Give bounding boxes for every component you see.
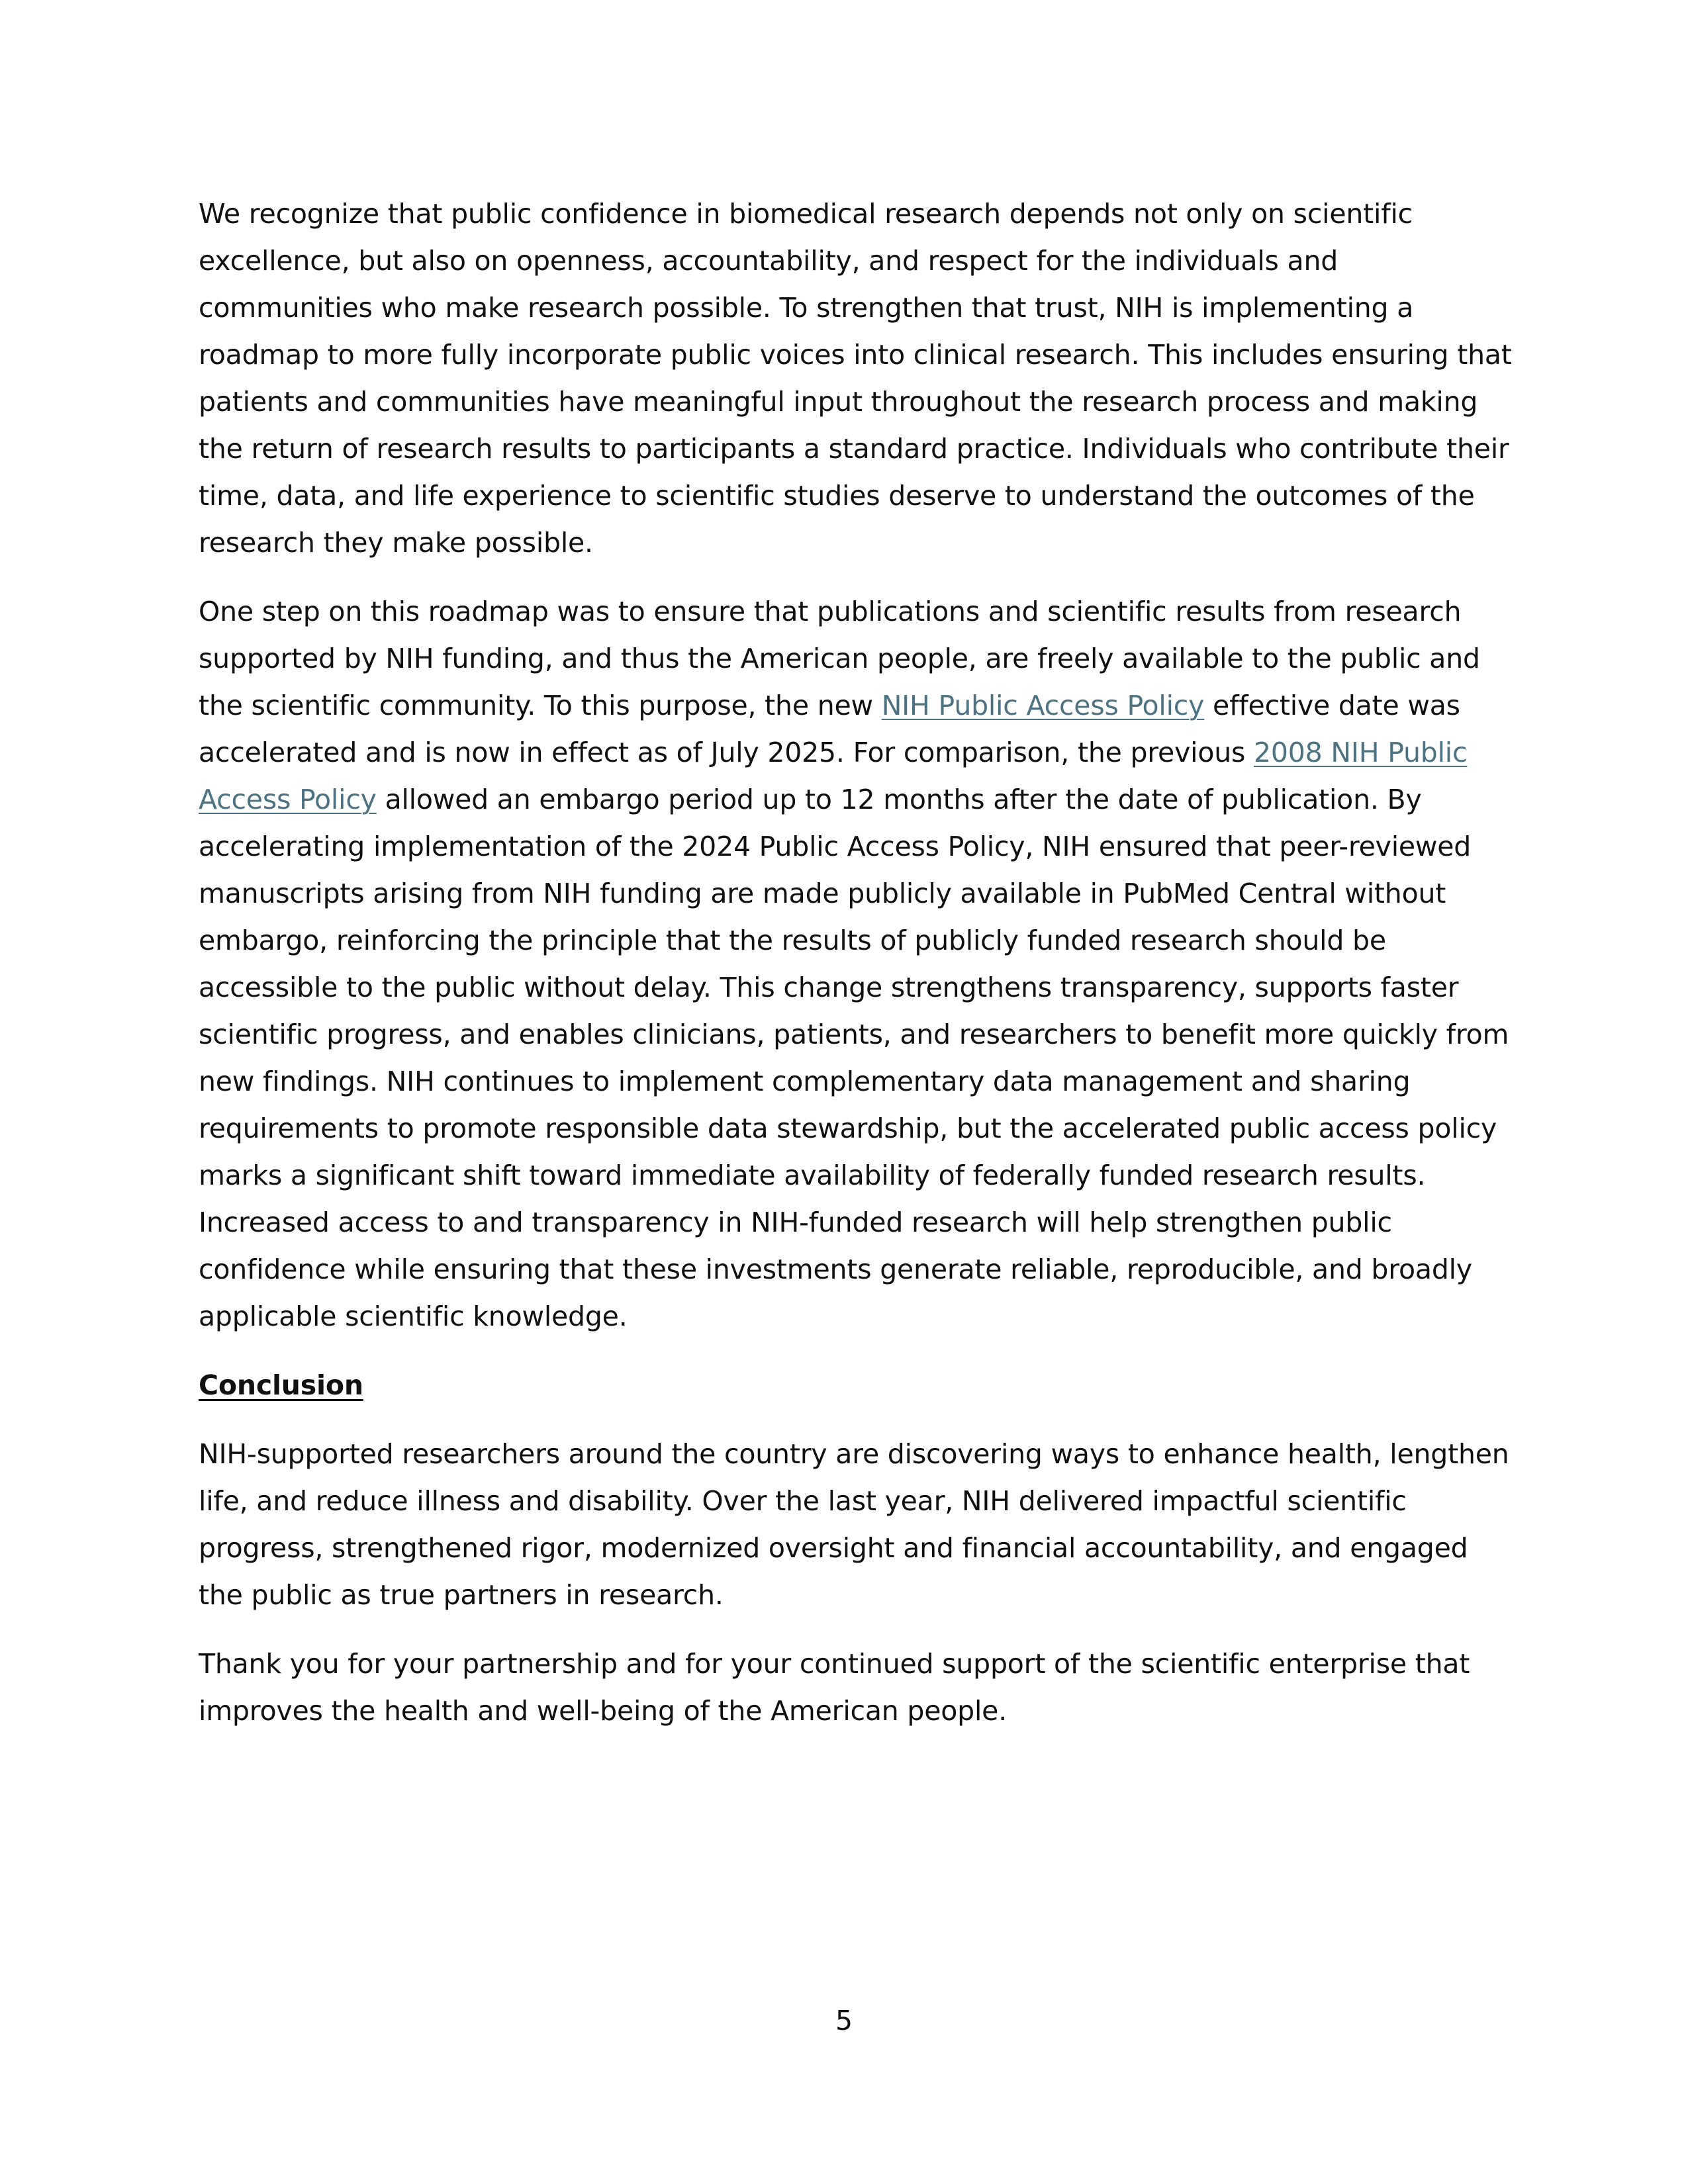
paragraph-text: allowed an embargo period up to 12 months after the date of publication. By accelerating implementation of the 2024 Public Access Policy, NIH ensured that peer-reviewed manuscripts arising from NIH funding are made publicly available in PubMed Central without embargo, reinforcing the principle that the results of publicly funded research should be accessible to the public without delay. This change strengthens transparency, supports faster scientific progress, and enables clinicians, patients, and researchers to benefit more quickly from new findings. NIH continues to implement complementary data management and sharing requirements to promote responsible data stewardship, but the accelerated public access policy marks a significant shift toward immediate availability of federally funded research results. Increased access to and transparency in NIH-funded research will help strengthen public confidence while ensuring that these investments generate reliable, reproducible, and broadly applicable scientific knowledge. (199, 784, 1509, 1332)
conclusion-heading: Conclusion (199, 1369, 363, 1401)
paragraph-text: effective date was accelerated and is now in effect as of July 2025. For comparison, the previous (199, 690, 1460, 768)
paragraph-public-access (199, 588, 1516, 1340)
document-body (199, 191, 1516, 1756)
paragraph-public-confidence: We recognize that public confidence in biomedical research depends not only on scientific excellence, but also on openness, accountability, and respect for the individuals and communities who make research possible. To strengthen that trust, NIH is implementing a roadmap to more fully incorporate public voices into clinical research. This includes ensuring that patients and communities have meaningful input throughout the research process and making the return of research results to participants a standard practice. Individuals who contribute their time, data, and life experience to scientific studies deserve to understand the outcomes of the research they make possible. (199, 198, 1512, 559)
page-number: 5 (835, 2005, 853, 2036)
paragraph-thank-you: Thank you for your partnership and for your continued support of the scientific enterprise that improves the health and well-being of the American people. (199, 1648, 1470, 1727)
paragraph-text: One step on this roadmap was to ensure that publications and scientific results from research supported by NIH funding, and thus the American people, are freely available to the public and the scientific community. To this purpose, the new (199, 596, 1480, 721)
nih-public-access-policy-link[interactable]: NIH Public Access Policy (881, 690, 1205, 721)
paragraph-conclusion: NIH-supported researchers around the country are discovering ways to enhance health, lengthen life, and reduce illness and disability. Over the last year, NIH delivered impactful scientific progress, strengthened rigor, modernized oversight and financial accountability, and engaged the public as true partners in research. (199, 1438, 1509, 1611)
2008-nih-public-access-policy-link[interactable]: 2008 NIH Public Access Policy (199, 737, 1468, 815)
